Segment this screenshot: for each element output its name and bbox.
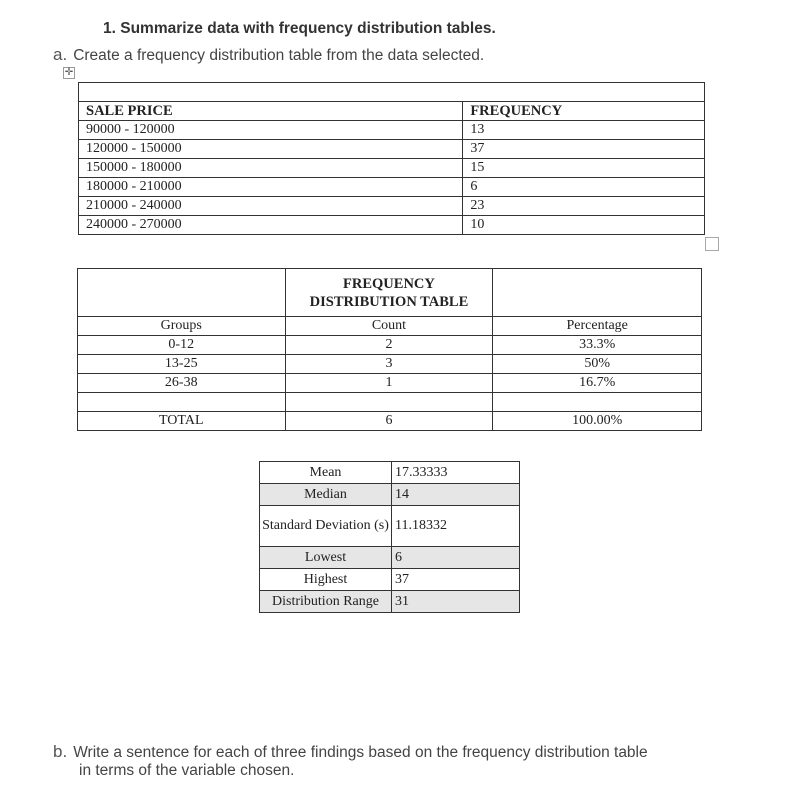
question-b-letter: b.: [53, 742, 68, 761]
stat-label: Lowest: [260, 547, 392, 569]
table-row-empty: [78, 393, 702, 412]
table-title-line1: FREQUENCY: [343, 275, 435, 292]
table-row: [79, 159, 705, 178]
sale-price-cell: 240000 - 270000: [79, 216, 463, 235]
question-a: [53, 45, 484, 65]
total-percentage: 100.00%: [493, 412, 702, 431]
table-row: [79, 140, 705, 159]
section-heading: 1. Summarize data with frequency distribution tables.: [103, 20, 496, 37]
table-row: [79, 216, 705, 235]
sale-price-table: [78, 82, 705, 235]
count-cell: 3: [285, 355, 493, 374]
stat-label: Median: [260, 484, 392, 506]
percentage-cell: 50%: [493, 355, 702, 374]
sale-price-cell: 150000 - 180000: [79, 159, 463, 178]
stat-value: 31: [392, 591, 520, 613]
sale-price-cell: 210000 - 240000: [79, 197, 463, 216]
total-label: TOTAL: [78, 412, 286, 431]
table-row-empty: [79, 83, 705, 102]
column-header-count: Count: [285, 317, 493, 336]
column-header-sale-price: SALE PRICE: [79, 102, 463, 121]
sale-price-cell: 180000 - 210000: [79, 178, 463, 197]
table-title: [285, 269, 493, 317]
table-row: [78, 336, 702, 355]
frequency-cell: 13: [463, 121, 705, 140]
table-row: [79, 197, 705, 216]
frequency-cell: 37: [463, 140, 705, 159]
stat-row-mean: [260, 462, 520, 484]
stat-label: Standard Deviation (s): [260, 506, 392, 547]
table-row: [79, 121, 705, 140]
stat-row-highest: [260, 569, 520, 591]
column-header-percentage: Percentage: [493, 317, 702, 336]
frequency-cell: 15: [463, 159, 705, 178]
stat-label: Mean: [260, 462, 392, 484]
stat-row-median: [260, 484, 520, 506]
stat-row-range: [260, 591, 520, 613]
table-resize-handle-icon[interactable]: [705, 237, 719, 251]
table-header-row: [79, 102, 705, 121]
percentage-cell: 16.7%: [493, 374, 702, 393]
table-total-row: [78, 412, 702, 431]
stat-value: 37: [392, 569, 520, 591]
stat-row-lowest: [260, 547, 520, 569]
table-header-row: [78, 317, 702, 336]
question-b-text-line1: Write a sentence for each of three findings based on the frequency distribution table: [73, 744, 648, 761]
table-move-handle-icon[interactable]: ✛: [64, 67, 74, 78]
table-row: [79, 178, 705, 197]
stat-label: Highest: [260, 569, 392, 591]
sale-price-cell: 120000 - 150000: [79, 140, 463, 159]
stat-label: Distribution Range: [260, 591, 392, 613]
sale-price-cell: 90000 - 120000: [79, 121, 463, 140]
summary-statistics-table: [259, 461, 520, 613]
question-a-letter: a.: [53, 45, 68, 64]
table-row: [78, 374, 702, 393]
stat-row-std-dev: [260, 506, 520, 547]
table-title-row: [78, 269, 702, 317]
group-cell: 0-12: [78, 336, 286, 355]
question-b: [53, 742, 648, 762]
column-header-groups: Groups: [78, 317, 286, 336]
frequency-cell: 10: [463, 216, 705, 235]
table-row: [78, 355, 702, 374]
frequency-distribution-table: [77, 268, 702, 431]
table-title-line2: DISTRIBUTION TABLE: [309, 293, 469, 310]
percentage-cell: 33.3%: [493, 336, 702, 355]
frequency-cell: 6: [463, 178, 705, 197]
column-header-frequency: FREQUENCY: [463, 102, 705, 121]
count-cell: 2: [285, 336, 493, 355]
stat-value: 14: [392, 484, 520, 506]
stat-value: 11.18332: [392, 506, 520, 547]
frequency-cell: 23: [463, 197, 705, 216]
group-cell: 13-25: [78, 355, 286, 374]
stat-value: 17.33333: [392, 462, 520, 484]
total-count: 6: [285, 412, 493, 431]
count-cell: 1: [285, 374, 493, 393]
stat-value: 6: [392, 547, 520, 569]
group-cell: 26-38: [78, 374, 286, 393]
question-b-line2: in terms of the variable chosen.: [79, 762, 295, 779]
question-a-text: Create a frequency distribution table from the data selected.: [73, 47, 485, 64]
